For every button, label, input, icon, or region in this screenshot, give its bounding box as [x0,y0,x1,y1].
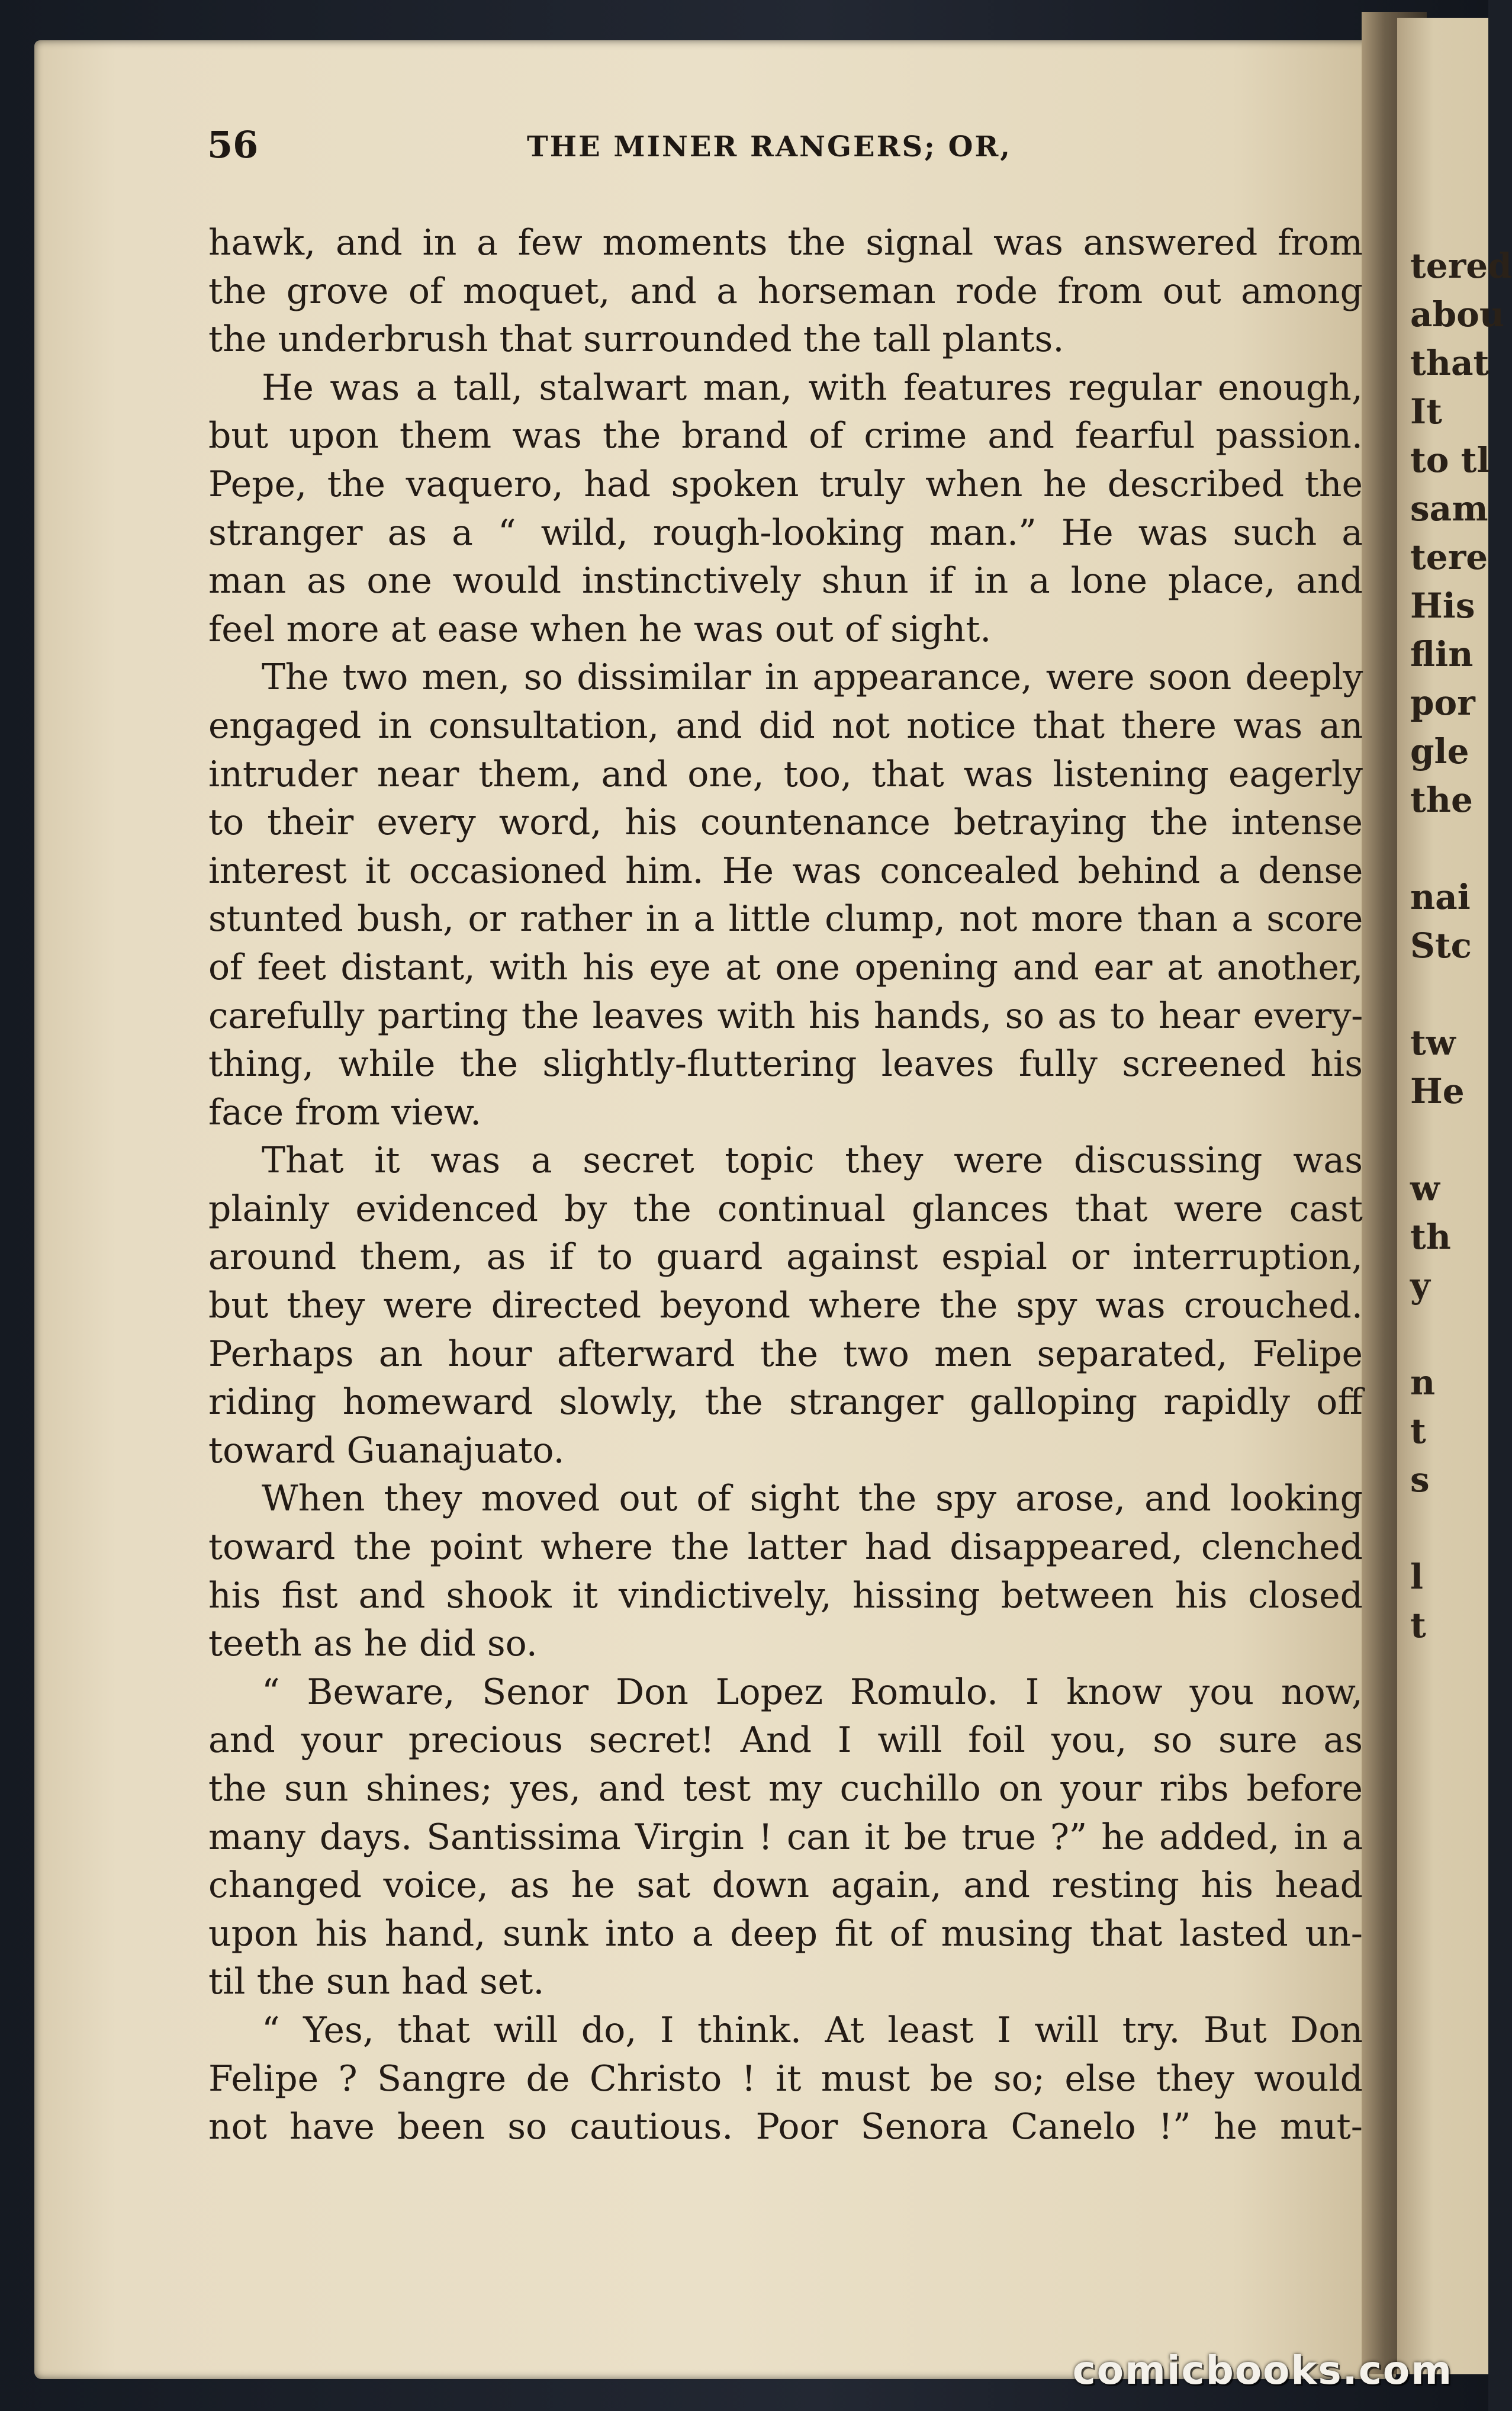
next-page-fragment: l [1410,1557,1424,1597]
text-line: “ Yes, that will do, I think. At least I will try. But Don [262,2009,1363,2051]
next-page-fragment: His [1410,586,1475,626]
text-line: Pepe, the vaquero, had spoken truly when he described the [208,463,1363,505]
next-page-fragment: tered [1410,246,1512,286]
text-line: around them, as if to guard against espial or interruption, [208,1236,1363,1278]
text-line: Perhaps an hour afterward the two men separated, Felipe [208,1333,1363,1375]
right-page-edge [1397,18,1512,2374]
next-page-fragment: por [1410,683,1475,723]
running-head: THE MINER RANGERS; OR, [527,130,1012,163]
text-line: the underbrush that surrounded the tall plants. [208,319,1064,361]
body-text [208,219,1363,2152]
text-line: stunted bush, or rather in a little clump, not more than a score [208,898,1363,940]
next-page-fragment: to tl [1410,440,1490,480]
text-line: the grove of moquet, and a horseman rode from out among [208,270,1363,312]
next-page-fragment: sam [1410,488,1488,529]
page-number: 56 [207,123,259,166]
site-watermark: comicbooks.com [1072,2348,1453,2393]
next-page-fragment: Stc [1410,925,1472,966]
text-line: many days. Santissima Virgin ! can it be true ?” he added, in a [208,1816,1363,1858]
text-line: teeth as he did so. [208,1623,538,1665]
text-line: riding homeward slowly, the stranger galloping rapidly off [208,1381,1363,1423]
text-line: and your precious secret! And I will foil you, so sure as [208,1719,1363,1761]
next-page-fragment: th [1410,1217,1451,1257]
text-line: not have been so cautious. Poor Senora Canelo !” he mut- [208,2106,1363,2148]
next-page-fragment: n [1410,1362,1436,1403]
next-page-fragment: the [1410,780,1473,820]
text-line: Felipe ? Sangre de Christo ! it must be so; else they would [208,2058,1363,2100]
text-line: stranger as a “ wild, rough-looking man.” He was such a [208,512,1363,554]
text-line: man as one would instinctively shun if in a lone place, and [208,560,1363,602]
text-line: changed voice, as he sat down again, and resting his head [208,1864,1363,1907]
page-header [207,123,1362,176]
text-line: “ Beware, Senor Don Lopez Romulo. I know you now, [262,1671,1363,1713]
next-page-fragment: t [1410,1411,1426,1451]
text-line: upon his hand, sunk into a deep fit of musing that lasted un- [208,1912,1363,1954]
next-page-fragment: nai [1410,877,1471,917]
text-line: his fist and shook it vindictively, hissing between his closed [208,1574,1363,1616]
text-line: interest it occasioned him. He was concealed behind a dense [208,850,1363,892]
text-line: to their every word, his countenance betraying the intense [208,802,1363,844]
text-line: hawk, and in a few moments the signal was answered from [208,222,1363,263]
next-page-fragment: tw [1410,1023,1456,1063]
next-page-fragment: abou [1410,294,1504,335]
text-line: but upon them was the brand of crime and fearful passion. [208,415,1363,457]
next-page-fragment: that [1410,343,1490,383]
text-line: toward Guanajuato. [208,1429,565,1471]
text-line: feel more at ease when he was out of sight. [208,608,992,650]
next-page-fragment: w [1410,1168,1440,1208]
text-line: til the sun had set. [208,1961,545,2003]
text-line: The two men, so dissimilar in appearance, were soon deeply [262,657,1363,699]
next-page-fragment: t [1410,1605,1426,1645]
text-line: He was a tall, stalwart man, with features regular enough, [262,367,1363,409]
text-line: but they were directed beyond where the spy was crouched. [208,1285,1363,1327]
next-page-fragment: gle [1410,731,1469,771]
text-line: toward the point where the latter had disappeared, clenched [208,1526,1363,1568]
next-page-fragment: It [1410,391,1442,432]
text-line: of feet distant, with his eye at one opening and ear at another, [208,946,1363,988]
next-page-fragment: tere [1410,537,1488,577]
text-line: intruder near them, and one, too, that was listening eagerly [208,753,1363,795]
text-line: engaged in consultation, and did not notice that there was an [208,705,1363,747]
text-line: plainly evidenced by the continual glances that were cast [208,1188,1363,1230]
text-line: thing, while the slightly-fluttering leaves fully screened his [208,1043,1363,1085]
text-line: When they moved out of sight the spy arose, and looking [262,1478,1363,1520]
text-line: That it was a secret topic they were discussing was [262,1140,1363,1182]
next-page-fragment: flin [1410,634,1474,674]
next-page-fragment: y [1410,1265,1430,1306]
text-line: face from view. [208,1091,482,1133]
text-line: carefully parting the leaves with his hands, so as to hear every- [208,995,1363,1037]
next-page-fragment: He [1410,1071,1465,1111]
text-line: the sun shines; yes, and test my cuchillo on your ribs before [208,1768,1363,1809]
next-page-fragment: s [1410,1460,1430,1500]
